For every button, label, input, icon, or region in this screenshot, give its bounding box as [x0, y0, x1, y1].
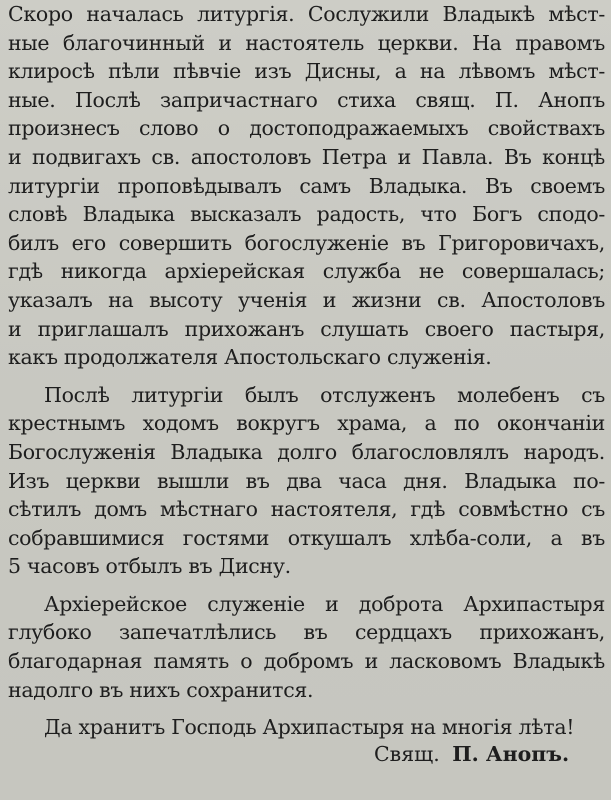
signature-title: Свящ.: [374, 742, 440, 766]
text-line: Послѣ литургіи былъ отслуженъ молебенъ съ: [44, 382, 605, 407]
text-line: какъ продолжателя Апостольскаго служенія.: [8, 345, 492, 370]
text-line: Архіерейское служеніе и доброта Архипастыря: [44, 591, 605, 616]
text-line: гдѣ никогда архіерейская служба не совершалась;: [8, 259, 605, 284]
text-line: и приглашалъ прихожанъ слушать своего пастыря,: [8, 316, 605, 341]
paragraph-3: [8, 590, 605, 704]
text-line: словѣ Владыка высказалъ радость, что Богъ сподо-: [8, 202, 605, 227]
text-line: и подвигахъ св. апостоловъ Петра и Павла. Въ концѣ: [8, 144, 605, 169]
paragraph-gap: [8, 581, 605, 590]
paragraph-gap: [8, 704, 605, 713]
text-line: благодарная память о добромъ и ласковомъ Владыкѣ: [8, 649, 605, 674]
text-line: собравшимися гостями откушалъ хлѣба-соли, а въ: [8, 525, 605, 550]
text-line: крестнымъ ходомъ вокругъ храма, а по окончаніи: [8, 411, 605, 436]
paragraph-2: [8, 381, 605, 581]
text-line: сѣтилъ домъ мѣстнаго настоятеля, гдѣ совмѣстно съ: [8, 497, 605, 522]
paragraph-1: [8, 0, 605, 372]
text-line: надолго въ нихъ сохранится.: [8, 677, 314, 702]
closing-blessing: Да хранитъ Господь Архипастыря на многія лѣта!: [44, 715, 575, 740]
text-line: ные благочинный и настоятель церкви. На правомъ: [8, 30, 605, 55]
text-line: 5 часовъ отбылъ въ Дисну.: [8, 554, 291, 579]
text-line: указалъ на высоту ученія и жизни св. Апостоловъ: [8, 287, 605, 312]
text-line: клиросѣ пѣли пѣвчіе изъ Дисны, а на лѣвомъ мѣст-: [8, 59, 605, 84]
text-line: Богослуженія Владыка долго благословлялъ народъ.: [8, 439, 605, 464]
signature-name: П. Анопъ.: [452, 742, 570, 766]
paragraph-gap: [8, 372, 605, 381]
text-line: литургіи проповѣдывалъ самъ Владыка. Въ своемъ: [8, 173, 605, 198]
text-line: Скоро началась литургія. Сослужили Владыкѣ мѣст-: [8, 2, 605, 26]
text-line: произнесъ слово о достоподражаемыхъ свойствахъ: [8, 116, 605, 141]
signature: [374, 742, 569, 766]
text-line: Изъ церкви вышли въ два часа дня. Владыка по-: [8, 468, 605, 493]
document-body: [8, 0, 605, 742]
text-line: глубоко запечатлѣлись въ сердцахъ прихожанъ,: [8, 620, 605, 645]
text-line: ные. Послѣ запричастнаго стиха свящ. П. Анопъ: [8, 87, 605, 112]
text-line: билъ его совершить богослуженіе въ Григоровичахъ,: [8, 230, 605, 255]
